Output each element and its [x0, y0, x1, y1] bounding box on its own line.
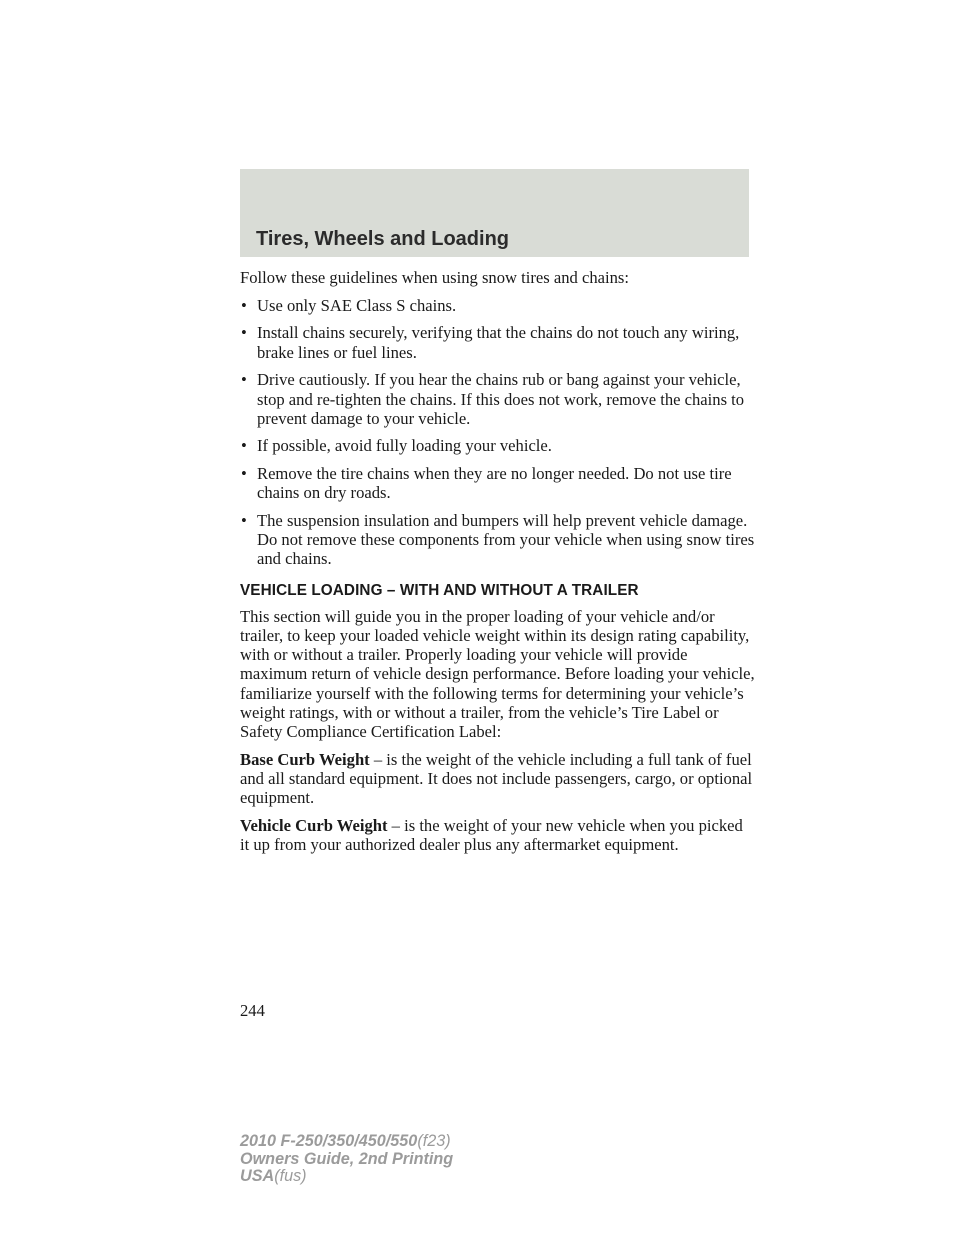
- section-title: Tires, Wheels and Loading: [256, 228, 510, 250]
- list-item: [240, 464, 755, 502]
- list-item-text: If possible, avoid fully loading your vehicle.: [257, 436, 552, 456]
- footer-market-code: (fus): [274, 1167, 307, 1185]
- footer-market: USA: [240, 1167, 275, 1185]
- bullet-icon: •: [241, 370, 247, 390]
- section-header-band: [240, 169, 749, 257]
- definition-term: Vehicle Curb Weight: [240, 815, 388, 835]
- bullet-icon: •: [241, 323, 247, 343]
- snow-chain-guidelines-list: [240, 296, 755, 569]
- list-item-text: Install chains securely, verifying that the chains do not touch any wiring, brake lines or fuel lines.: [257, 323, 740, 362]
- footer-model: 2010 F-250/350/450/550: [240, 1132, 418, 1150]
- list-item: [240, 511, 755, 569]
- list-item-text: Remove the tire chains when they are no longer needed. Do not use tire chains on dry roads.: [257, 464, 732, 503]
- list-item: [240, 296, 755, 315]
- list-item: [240, 323, 755, 361]
- list-item: [240, 370, 755, 428]
- vehicle-loading-heading: VEHICLE LOADING – WITH AND WITHOUT A TRAILER: [240, 581, 639, 599]
- list-item: [240, 436, 755, 455]
- bullet-icon: •: [241, 295, 247, 315]
- page-content: [240, 268, 755, 863]
- definition-vehicle-curb-weight: [240, 816, 755, 854]
- definition-text: – is the weight of your new vehicle when you picked it up from your authorized dealer plus any aftermarket equipment.: [240, 815, 743, 855]
- page-number: 244: [240, 1001, 265, 1020]
- list-item-text: Use only SAE Class S chains.: [257, 295, 457, 315]
- list-item-text: The suspension insulation and bumpers will help prevent vehicle damage. Do not remove these components from your vehicle when using snow tires and chains.: [257, 511, 755, 569]
- definition-term: Base Curb Weight: [240, 749, 370, 769]
- footer-market-line: [240, 1168, 453, 1186]
- footer-edition-line: Owners Guide, 2nd Printing: [240, 1149, 454, 1168]
- bullet-icon: •: [241, 511, 247, 531]
- definition-text: – is the weight of the vehicle including a full tank of fuel and all standard equipment. It does not include passengers, cargo, or optional equipment.: [240, 749, 753, 808]
- footer-model-code: (f23): [417, 1132, 451, 1150]
- vehicle-loading-paragraph: This section will guide you in the proper loading of your vehicle and/or trailer, to keep your loaded vehicle weight within its design rating capability, with or without a trailer. Properly loading your vehicle will provide maximum return of vehicle design performance. Before loading your vehicle, familiarize yourself with the following terms for determining your vehicle’s weight ratings, with or without a trailer, from the vehicle’s Tire Label or Safety Compliance Certification Label:: [240, 606, 755, 742]
- intro-text: Follow these guidelines when using snow tires and chains:: [240, 268, 629, 287]
- footer-model-line: [240, 1133, 453, 1151]
- list-item-text: Drive cautiously. If you hear the chains rub or bang against your vehicle, stop and re-tighten the chains. If this does not work, remove the chains to prevent damage to your vehicle.: [257, 370, 745, 428]
- bullet-icon: •: [241, 464, 247, 484]
- definition-base-curb-weight: [240, 750, 755, 808]
- document-footer: [240, 1133, 453, 1186]
- bullet-icon: •: [241, 436, 247, 456]
